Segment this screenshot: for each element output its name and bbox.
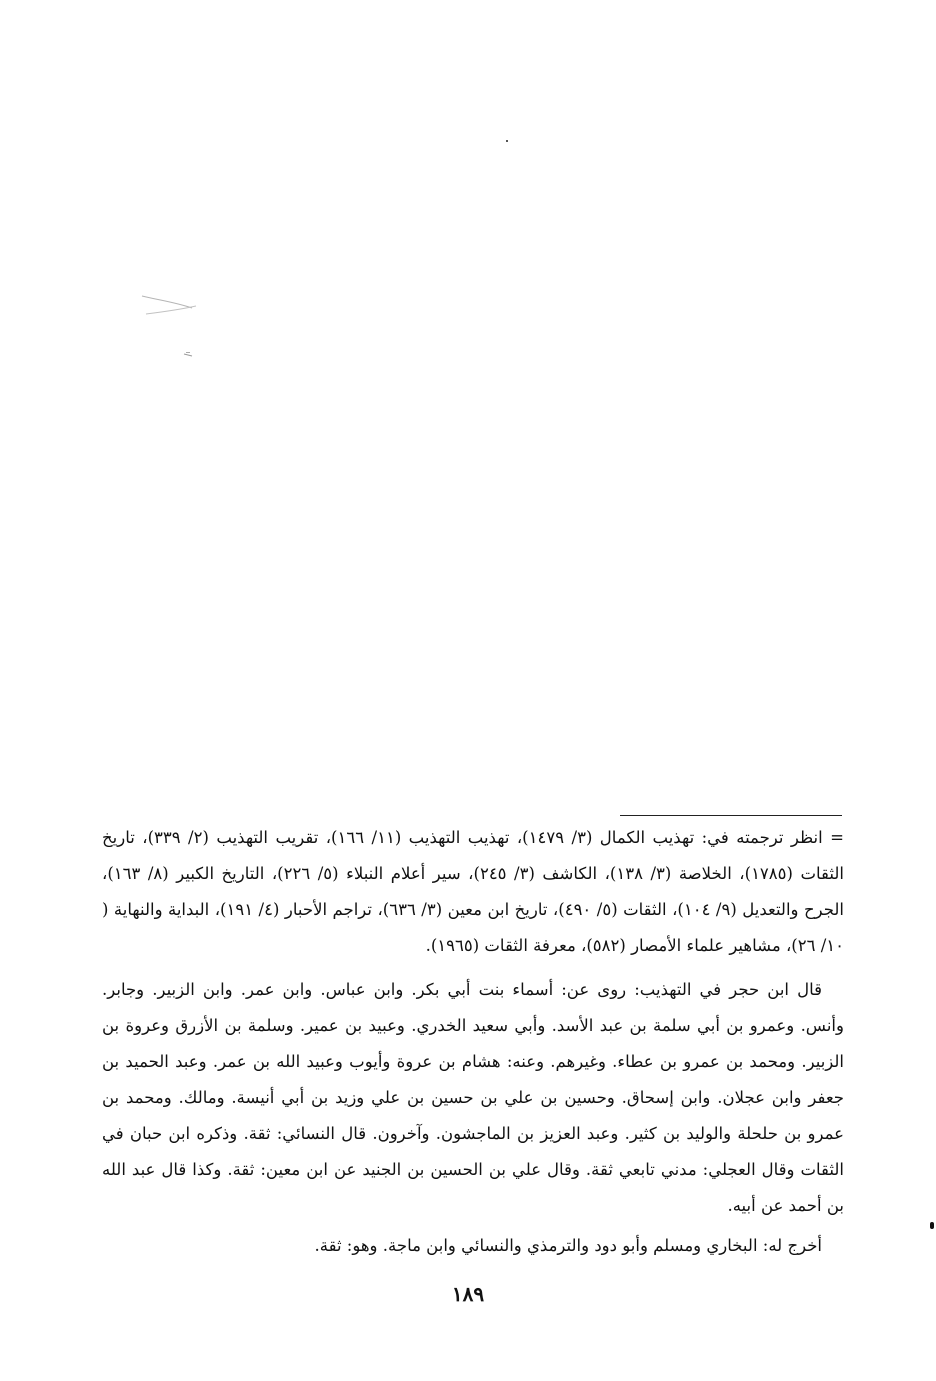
footnote-ibn-hajar-paragraph: قال ابن حجر في التهذيب: روى عن: أسماء بنت أبي بكر. وابن عباس. وابن عمر. وابن الزبير. وجابر. وأنس. وعمرو بن أبي سلمة بن عبد الأسد. وأبي سعيد الخدري. وعبيد بن عمير. وسلمة بن الأزرق وعروة بن الزبير. ومحمد بن عمرو بن عطاء. وغيرهم. وعنه: هشام بن عروة وأيوب وعبيد الله بن عمر. وعبد الحميد بن جعفر وابن عجلان. وابن إسحاق. وحسين بن علي بن حسين بن علي وزيد بن أبي أنيسة. ومالك. ومحمد بن عمرو بن حلحلة والوليد بن كثير. وعبد العزيز بن الماجشون. وآخرون. قال النسائي: ثقة. وذكره ابن حبان في الثقات وقال العجلي: مدني تابعي ثقة. وقال علي بن الحسين بن الجنيد عن ابن معين: ثقة. وكذا قال عبد الله بن أحمد عن أبيه.	[102, 980, 844, 1215]
footnote-narrators-paragraph: أخرج له: البخاري ومسلم وأبو دود والترمذي والنسائي وابن ماجة. وهو: ثقة.	[314, 1236, 822, 1255]
footnote-separator	[620, 815, 842, 816]
scan-speck	[506, 140, 508, 142]
pencil-mark-icon	[140, 292, 204, 362]
page-number: ١٨٩	[451, 1282, 485, 1306]
footnote-block	[102, 820, 844, 1264]
footnote-references: = انظر ترجمته في: تهذيب الكمال (٣/ ١٤٧٩)، تهذيب التهذيب (١١/ ١٦٦)، تقريب التهذيب (٢/ ٣٣٩)، تاريخ الثقات (١٧٨٥)، الخلاصة (٣/ ١٣٨)، الكاشف (٣/ ٢٤٥)، سير أعلام النبلاء (٥/ ٢٢٦)، التاريخ الكبير (٨/ ١٦٣)، الجرح والتعديل (٩/ ١٠٤)، الثقات (٥/ ٤٩٠)، تاريخ ابن معين (٣/ ٦٣٦)، تراجم الأحبار (٤/ ١٩١)، البداية والنهاية ( ١٠/ ٢٦)، مشاهير علماء الأمصار (٥٨٢)، معرفة الثقات (١٩٦٥).	[102, 828, 844, 955]
margin-mark	[930, 1222, 934, 1229]
